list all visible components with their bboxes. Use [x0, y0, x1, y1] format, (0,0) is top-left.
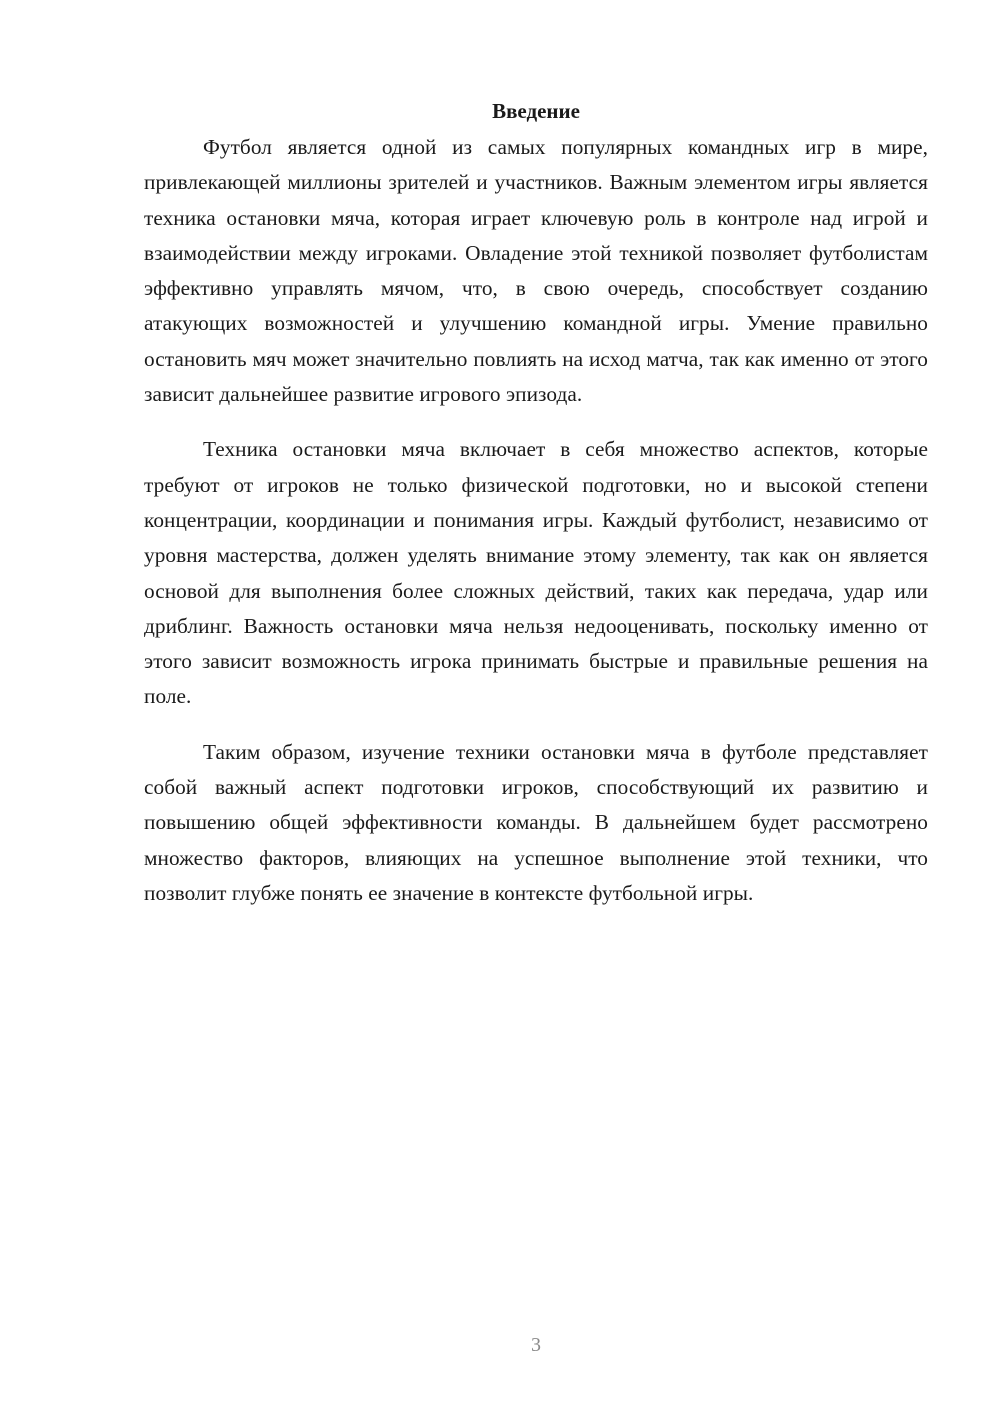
paragraph-1: Футбол является одной из самых популярных командных игр в мире, привлекающей миллионы зрителей и участников. Важным элементом игры является техника остановки мяча, которая играет ключевую роль в контроле над игрой и взаимодействии между игроками. Овладение этой техникой позволяет футболистам эффективно управлять мячом, что, в свою очередь, способствует созданию атакующих возможностей и улучшению командной игры. Умение правильно остановить мяч может значительно повлиять на исход матча, так как именно от этого зависит дальнейшее развитие игрового эпизода. [144, 135, 928, 407]
paragraph-3: Таким образом, изучение техники остановки мяча в футболе представляет собой важный аспект подготовки игроков, способствующий их развитию и повышению общей эффективности команды. В дальнейшем будет рассмотрено множество факторов, влияющих на успешное выполнение этой техники, что позволит глубже понять ее значение в контексте футбольной игры. [144, 739, 928, 905]
page-content [144, 96, 928, 931]
section-heading: Введение [492, 99, 580, 123]
paragraph-2: Техника остановки мяча включает в себя множество аспектов, которые требуют от игроков не только физической подготовки, но и высокой степени концентрации, координации и понимания игры. Каждый футболист, независимо от уровня мастерства, должен уделять внимание этому элементу, так как он является основой для выполнения более сложных действий, таких как передача, удар или дриблинг. Важность остановки мяча нельзя недооценивать, поскольку именно от этого зависит возможность игрока принимать быстрые и правильные решения на поле. [144, 437, 928, 709]
page-number: 3 [531, 1334, 541, 1356]
